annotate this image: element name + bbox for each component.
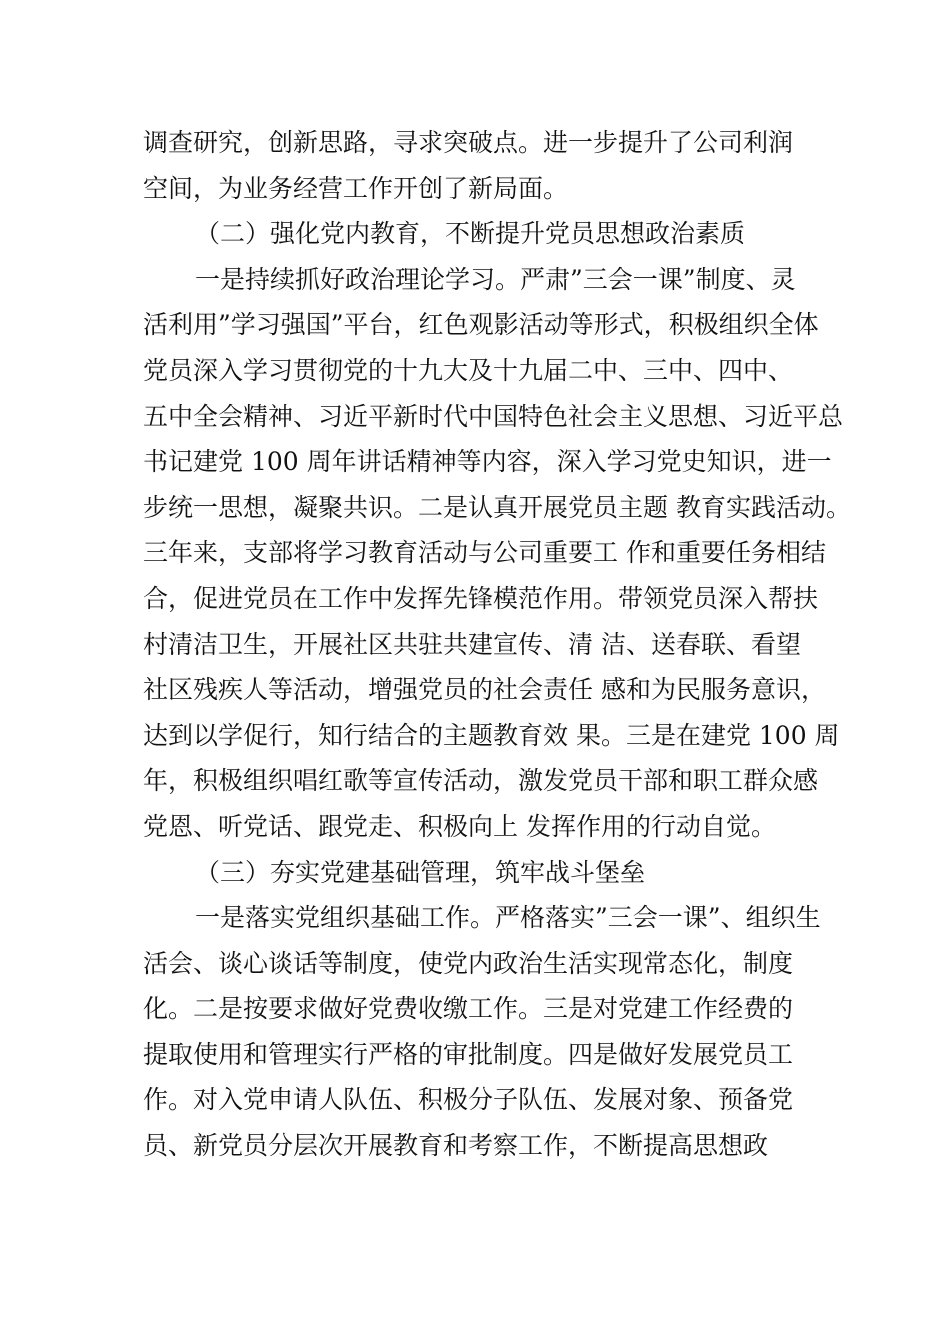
text-line: 党恩、听党话、跟党走、积极向上 发挥作用的行动自觉。 [143, 811, 776, 841]
text-line: 调查研究，创新思路，寻求突破点。进一步提升了公司利润 [143, 128, 794, 157]
text-line: 达到以学促行，知行结合的主题教育效 果。三是在建党 100 周 [143, 720, 840, 750]
text-line: 员、新党员分层次开展教育和考察工作，不断提高思想政 [143, 1131, 769, 1161]
text-line: 村清洁卫生，开展社区共驻共建宣传、清 洁、送春联、看望 [143, 629, 801, 659]
text-line: （三）夯实党建基础管理，筑牢战斗堡垒 [195, 857, 646, 887]
text-line: 一是落实党组织基础工作。严格落实”三会一课”、组织生 [195, 903, 821, 933]
text-line: 合，促进党员在工作中发挥先锋模范作用。带领党员深入帮扶 [143, 583, 819, 613]
text-line: 一是持续抓好政治理论学习。严肃”三会一课”制度、灵 [195, 264, 796, 294]
text-line: 年，积极组织唱红歌等宣传活动，激发党员干部和职工群众感 [143, 766, 819, 796]
document-body [143, 120, 851, 1169]
text-line: （二）强化党内教育，不断提升党员思想政治素质 [195, 219, 746, 249]
text-line: 党员深入学习贯彻党的十九大及十九届二中、三中、四中、 [143, 355, 794, 385]
text-line: 提取使用和管理实行严格的审批制度。四是做好发展党员工 [143, 1039, 794, 1069]
text-line: 书记建党 100 周年讲话精神等内容，深入学习党史知识，进一 [143, 447, 832, 477]
text-line: 化。二是按要求做好党费收缴工作。三是对党建工作经费的 [143, 994, 794, 1024]
text-line: 作。对入党申请人队伍、积极分子队伍、发展对象、预备党 [143, 1085, 794, 1115]
text-line: 空间，为业务经营工作开创了新局面。 [143, 173, 569, 203]
text-line: 社区残疾人等活动，增强党员的社会责任 感和为民服务意识， [143, 675, 826, 705]
text-line: 活会、谈心谈话等制度，使党内政治生活实现常态化，制度 [143, 948, 794, 978]
text-line: 步统一思想，凝聚共识。二是认真开展党员主题 教育实践活动。 [143, 492, 851, 522]
text-line: 活利用”学习强国”平台，红色观影活动等形式，积极组织全体 [143, 310, 819, 340]
text-line: 五中全会精神、习近平新时代中国特色社会主义思想、习近平总 [143, 401, 844, 431]
text-line: 三年来，支部将学习教育活动与公司重要工 作和重要任务相结 [143, 538, 826, 568]
